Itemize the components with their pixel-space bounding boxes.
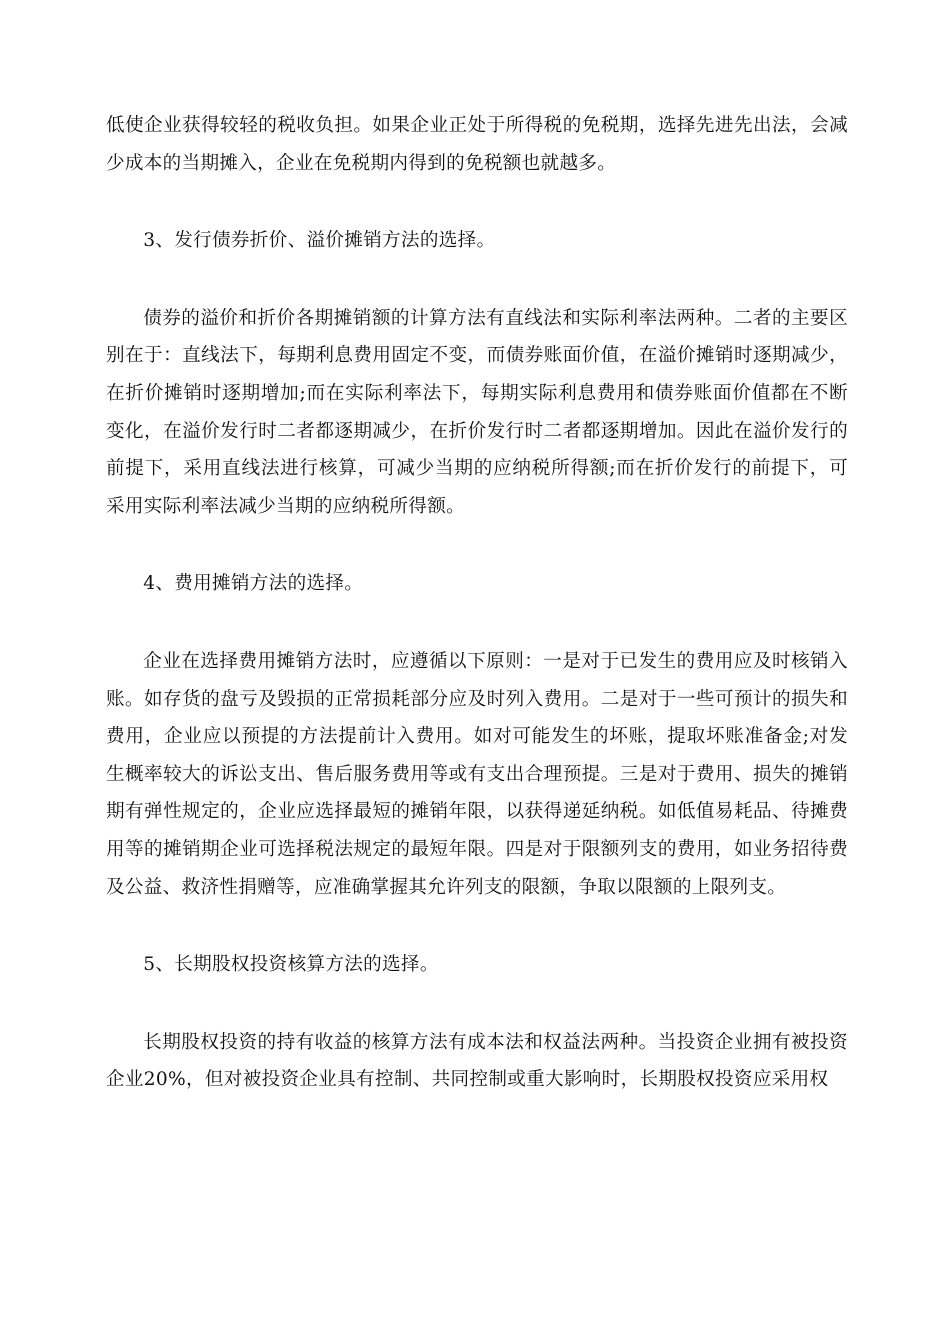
- paragraph-continuation: 低使企业获得较轻的税收负担。如果企业正处于所得税的免税期，选择先进先出法，会减少成本的当期摊入，企业在免税期内得到的免税额也就越多。: [106, 115, 848, 174]
- paragraph-equity-investment: 长期股权投资的持有收益的核算方法有成本法和权益法两种。当投资企业拥有被投资企业20%，但对被投资企业具有控制、共同控制或重大影响时，长期股权投资应采用权: [106, 1031, 848, 1091]
- section-heading-3: 3、发行债券折价、溢价摊销方法的选择。: [143, 230, 496, 252]
- section-heading-5: 5、长期股权投资核算方法的选择。: [143, 954, 439, 976]
- paragraph-bond-amortization: 债券的溢价和折价各期摊销额的计算方法有直线法和实际利率法两种。二者的主要区别在于：直线法下，每期利息费用固定不变，而债券账面价值，在溢价摊销时逐期减少，在折价摊销时逐期增加;而在实际利率法下，每期实际利息费用和债券账面价值都在不断变化，在溢价发行时二者都逐期减少，在折价发行时二者都逐期增加。因此在溢价发行的前提下，采用直线法进行核算，可减少当期的应纳税所得额;而在折价发行的前提下，可采用实际利率法减少当期的应纳税所得额。: [106, 307, 848, 517]
- paragraph-expense-amortization: 企业在选择费用摊销方法时，应遵循以下原则：一是对于已发生的费用应及时核销入账。如存货的盘亏及毁损的正常损耗部分应及时列入费用。二是对于一些可预计的损失和费用，企业应以预提的方法提前计入费用。如对可能发生的坏账，提取坏账准备金;对发生概率较大的诉讼支出、售后服务费用等或有支出合理预提。三是对于费用、损失的摊销期有弹性规定的，企业应选择最短的摊销年限，以获得递延纳税。如低值易耗品、待摊费用等的摊销期企业可选择税法规定的最短年限。四是对于限额列支的费用，如业务招待费及公益、救济性捐赠等，应准确掌握其允许列支的限额，争取以限额的上限列支。: [106, 650, 848, 898]
- document-body: [106, 107, 848, 1099]
- section-heading-4: 4、费用摊销方法的选择。: [143, 573, 364, 595]
